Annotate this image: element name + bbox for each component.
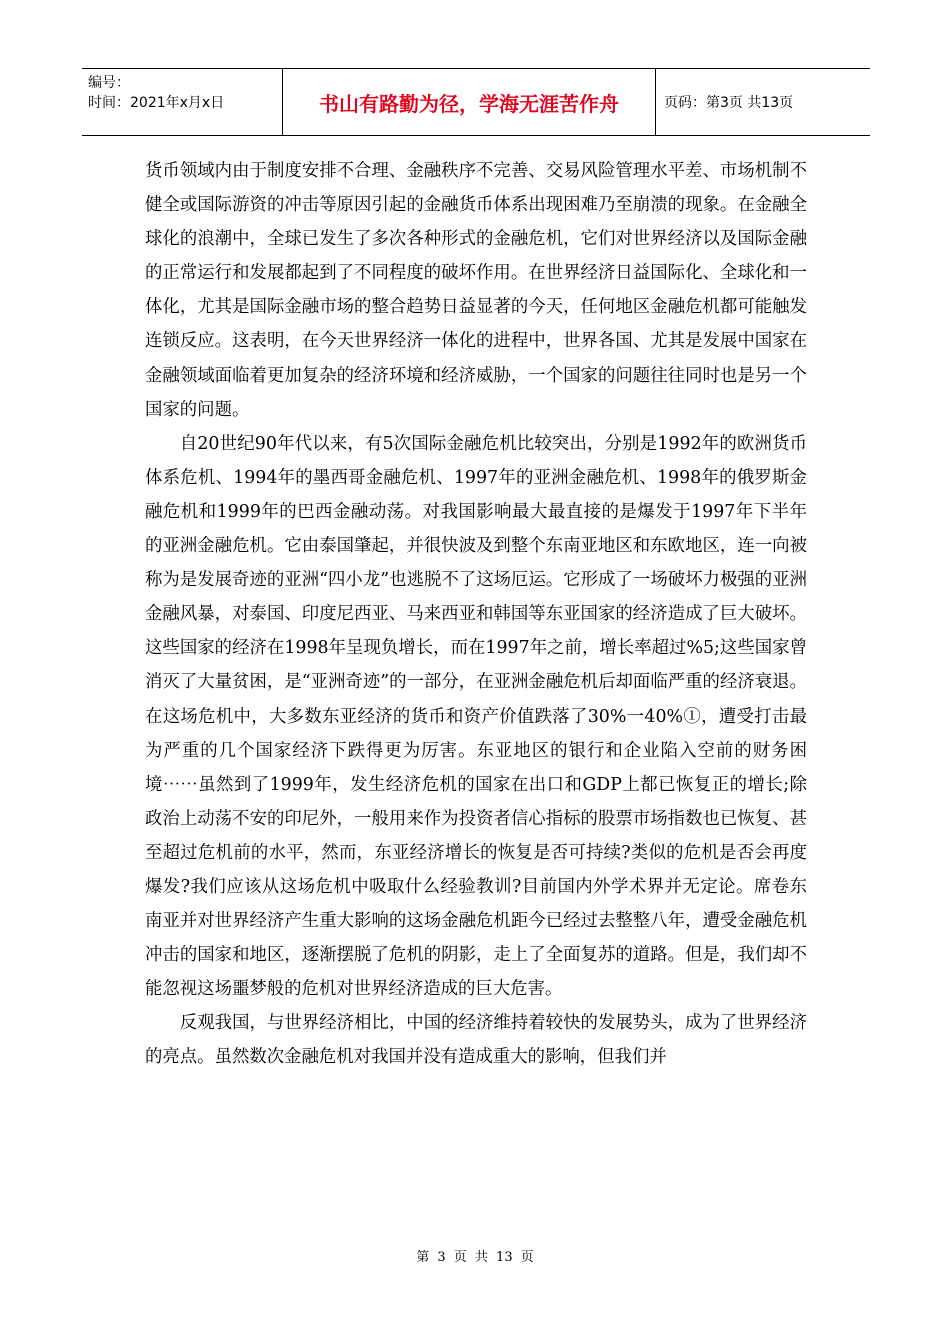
page-header bbox=[82, 68, 870, 136]
paragraph-continued: 货币领域内由于制度安排不合理、金融秩序不完善、交易风险管理水平差、市场机制不健全或国际游资的冲击等原因引起的金融货币体系出现困难乃至崩溃的现象。在金融全球化的浪潮中，全球已发生了多次各种形式的金融危机，它们对世界经济以及国际金融的正常运行和发展都起到了不同程度的破坏作用。在世界经济日益国际化、全球化和一体化，尤其是国际金融市场的整合趋势日益显著的今天，任何地区金融危机都可能触发连锁反应。这表明，在今天世界经济一体化的进程中，世界各国、尤其是发展中国家在金融领域面临着更加复杂的经济环境和经济威胁，一个国家的问题往往同时也是另一个国家的问题。 bbox=[145, 161, 807, 420]
page-footer: 第 3 页 共 13 页 bbox=[416, 1250, 534, 1265]
document-body bbox=[145, 154, 807, 1075]
document-number-label: 编号： bbox=[88, 75, 130, 91]
document-date: 时间：2021年x月x日 bbox=[88, 95, 225, 111]
header-motto: 书山有路勤为径，学海无涯苦作舟 bbox=[282, 69, 656, 135]
header-meta bbox=[82, 69, 282, 135]
paragraph: 自20世纪90年代以来，有5次国际金融危机比较突出，分别是1992年的欧洲货币体系危机、1994年的墨西哥金融危机、1997年的亚洲金融危机、1998年的俄罗斯金融危机和1999年的巴西金融动荡。对我国影响最大最直接的是爆发于1997年下半年的亚洲金融危机。它由泰国肇起，并很快波及到整个东南亚地区和东欧地区，连一向被称为是发展奇迹的亚洲“四小龙”也逃脱不了这场厄运。它形成了一场破坏力极强的亚洲金融风暴，对泰国、印度尼西亚、马来西亚和韩国等东亚国家的经济造成了巨大破坏。这些国家的经济在1998年呈现负增长，而在1997年之前，增长率超过%5;这些国家曾消灭了大量贫困，是“亚洲奇迹”的一部分，在亚洲金融危机后却面临严重的经济衰退。在这场危机中，大多数东亚经济的货币和资产价值跌落了30%一40%①，遭受打击最为严重的几个国家经济下跌得更为厉害。东亚地区的银行和企业陷入空前的财务困境⋯⋯虽然到了1999年，发生经济危机的国家在出口和GDP上都已恢复正的增长;除政治上动荡不安的印尼外，一般用来作为投资者信心指标的股票市场指数也已恢复、甚至超过危机前的水平，然而，东亚经济增长的恢复是否可持续?类似的危机是否会再度爆发?我们应该从这场危机中吸取什么经验教训?目前国内外学术界并无定论。席卷东南亚并对世界经济产生重大影响的这场金融危机距今已经过去整整八年，遭受金融危机冲击的国家和地区，逐渐摆脱了危机的阴影，走上了全面复苏的道路。但是，我们却不能忽视这场噩梦般的危机对世界经济造成的巨大危害。 bbox=[145, 433, 807, 1000]
paragraph: 反观我国，与世界经济相比，中国的经济维持着较快的发展势头，成为了世界经济的亮点。虽然数次金融危机对我国并没有造成重大的影响，但我们并 bbox=[145, 1013, 807, 1068]
header-page-code: 页码：第3页 共13页 bbox=[664, 95, 794, 111]
